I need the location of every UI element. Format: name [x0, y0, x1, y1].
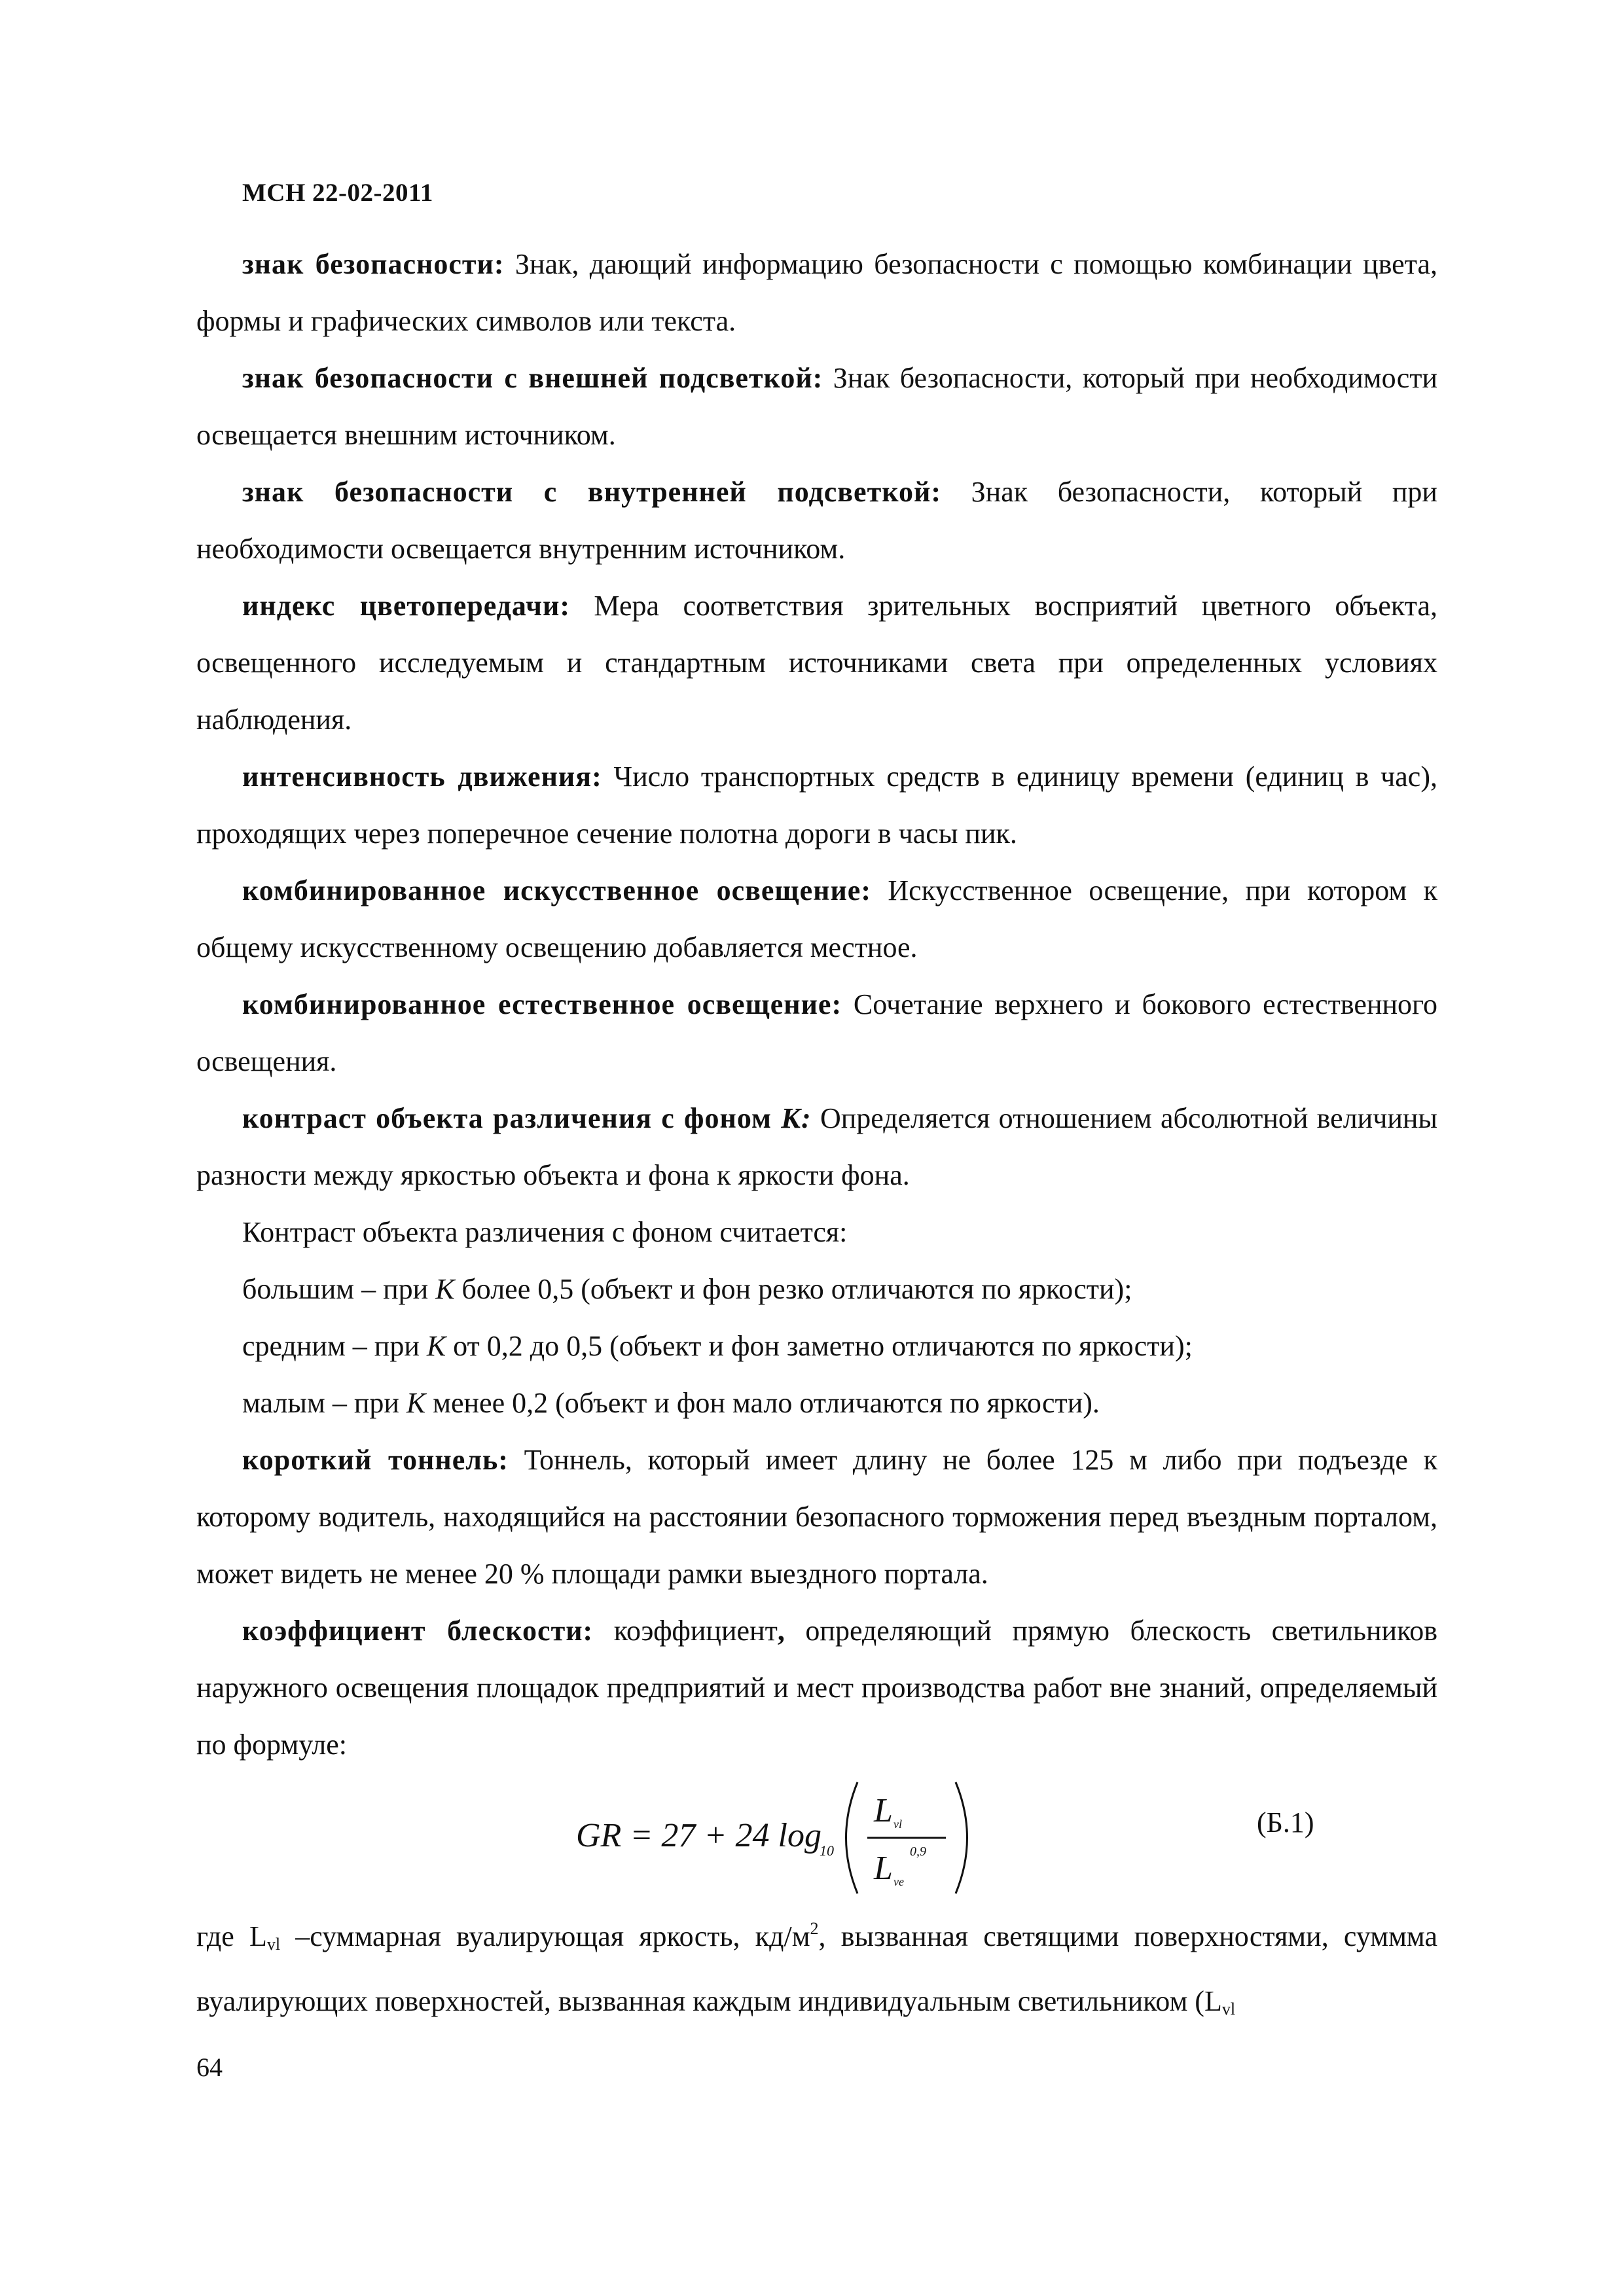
definition-text: коэффициент	[593, 1615, 778, 1647]
definition-text: Знак безопасности, который при необходимости освещается внешним источником.	[196, 362, 1438, 451]
definition-text: Сочетание верхнего и бокового естественного освещения.	[196, 988, 1438, 1077]
term: коэффициент блескости:	[242, 1615, 594, 1647]
definition-external-lit-sign	[196, 350, 1437, 463]
left-paren	[846, 1782, 858, 1893]
page-body	[196, 236, 1437, 2037]
definition-text: Тоннель, который имеет длину не более 125 м либо при подъезде к которому водитель, находящийся на расстоянии безопасного торможения перед въездным порталом, может видеть не менее 20 % площади рамки выездного портала.	[196, 1444, 1437, 1590]
formula-numerator: L	[874, 1792, 893, 1829]
superscript: 2	[810, 1919, 819, 1938]
right-paren	[956, 1782, 967, 1893]
contrast-item-small	[196, 1374, 1437, 1431]
explanation-text: где L	[196, 1920, 267, 1952]
subscript: vl	[266, 1935, 281, 1954]
definition-text: Знак безопасности, который при необходимости освещается внутренним источником.	[196, 476, 1437, 565]
contrast-item-large	[196, 1261, 1437, 1318]
term: короткий тоннель:	[242, 1444, 509, 1476]
term: знак безопасности с внутренней подсветкой:	[242, 476, 941, 508]
contrast-intro: Контраст объекта различения с фоном считается:	[242, 1216, 848, 1248]
term-symbol: К:	[781, 1102, 812, 1134]
item-text: малым – при	[242, 1387, 406, 1419]
definition-text: Определяется отношением абсолютной величины разности между яркостью объекта и фона к яркости фона.	[196, 1102, 1437, 1191]
formula-log-base: 10	[820, 1842, 834, 1859]
definition-combined-natural-lighting	[196, 976, 1437, 1090]
definition-short-tunnel	[196, 1431, 1437, 1602]
definition-safety-sign	[196, 236, 1437, 350]
item-text: более 0,5 (объект и фон резко отличаются по яркости);	[454, 1273, 1132, 1305]
page-number: 64	[196, 2053, 223, 2082]
item-text: средним – при	[242, 1330, 427, 1362]
definition-color-rendering-index	[196, 577, 1437, 748]
explanation-text: –суммарная вуалирующая яркость, кд/м	[280, 1920, 810, 1952]
formula-exponent: 0,9	[910, 1844, 926, 1859]
definition-combined-artificial-lighting	[196, 862, 1437, 976]
definition-text: Искусственное освещение, при котором к общему искусственному освещению добавляется местное.	[196, 874, 1437, 963]
term: знак безопасности:	[242, 248, 505, 280]
formula-numerator-sub: vl	[893, 1818, 902, 1831]
formula-explanation	[196, 1900, 1437, 2037]
definition-traffic-intensity	[196, 748, 1437, 862]
item-text: большим – при	[242, 1273, 436, 1305]
term: комбинированное естественное освещение:	[242, 988, 842, 1020]
subscript: vl	[1221, 2000, 1236, 2018]
definition-glare-coefficient	[196, 1602, 1437, 1773]
term: индекс цветопередачи:	[242, 590, 570, 622]
definition-text: определяющий прямую блескость светильников наружного освещения площадок предприятий и мест производства работ вне знаний, определяемый по формуле:	[196, 1615, 1437, 1761]
formula-lhs: GR = 27 + 24 log	[576, 1817, 821, 1854]
formula-denominator: L	[874, 1850, 893, 1887]
k-symbol: К	[426, 1330, 446, 1362]
term: контраст объекта различения с фоном	[242, 1102, 782, 1134]
definition-text: Мера соответствия зрительных восприятий цветного объекта, освещенного исследуемым и стандартным источниками света при определенных условиях наблюдения.	[196, 590, 1437, 736]
k-symbol: К	[406, 1387, 426, 1419]
contrast-item-medium	[196, 1318, 1437, 1374]
term: комбинированное искусственное освещение:	[242, 874, 871, 906]
glare-formula	[576, 1776, 1204, 1900]
formula-block	[196, 1776, 1437, 1900]
definition-internal-lit-sign	[196, 463, 1437, 577]
item-text: от 0,2 до 0,5 (объект и фон заметно отличаются по яркости);	[446, 1330, 1193, 1362]
definition-text: Знак, дающий информацию безопасности с помощью комбинации цвета, формы и графических символов или текста.	[196, 248, 1437, 337]
formula-denominator-sub: ve	[893, 1875, 904, 1888]
definition-contrast	[196, 1090, 1437, 1204]
explanation-text: , вызванная светящими поверхностями, суммма вуалирующих поверхностей, вызванная каждым индивидуальным светильником (L	[196, 1920, 1437, 2017]
term: интенсивность движения:	[242, 761, 602, 793]
comma: ,	[777, 1615, 785, 1647]
document-code: МСН 22-02-2011	[242, 179, 433, 207]
k-symbol: К	[435, 1273, 455, 1305]
item-text: менее 0,2 (объект и фон мало отличаются по яркости).	[425, 1387, 1100, 1419]
equation-number: (Б.1)	[1257, 1806, 1314, 1839]
term: знак безопасности с внешней подсветкой:	[242, 362, 823, 394]
definition-text: Число транспортных средств в единицу времени (единиц в час), проходящих через поперечное сечение полотна дороги в часы пик.	[196, 761, 1437, 850]
